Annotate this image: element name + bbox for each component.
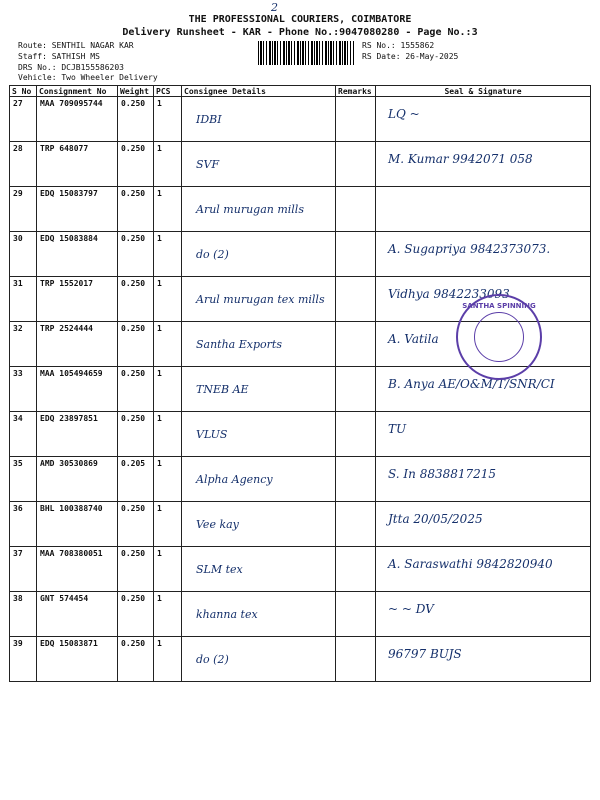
- row-signature: [376, 97, 591, 142]
- signature-handwriting: Vidhya 9842233093: [388, 287, 510, 301]
- table-row: [10, 502, 591, 547]
- row-remarks: [336, 502, 376, 547]
- row-pcs: 1: [154, 187, 182, 232]
- row-pcs: 1: [154, 277, 182, 322]
- row-sno: 28: [10, 142, 37, 187]
- row-consignment-no: EDQ 15083884: [37, 232, 118, 277]
- seal-text: SANTHA SPINNING: [462, 302, 536, 310]
- col-signature: Seal & Signature: [376, 86, 591, 97]
- signature-handwriting: TU: [388, 422, 407, 436]
- consignee-handwriting: Arul murugan mills: [196, 203, 304, 216]
- row-sno: 33: [10, 367, 37, 412]
- row-weight: 0.250: [118, 502, 154, 547]
- signature-handwriting: A. Sugapriya 9842373073.: [388, 242, 551, 256]
- rs-number: RS No.: 1555862: [362, 41, 435, 50]
- row-signature: [376, 592, 591, 637]
- col-weight: Weight: [118, 86, 154, 97]
- row-signature: [376, 457, 591, 502]
- row-weight: 0.250: [118, 187, 154, 232]
- row-remarks: [336, 547, 376, 592]
- row-remarks: [336, 97, 376, 142]
- row-pcs: 1: [154, 142, 182, 187]
- row-weight: 0.250: [118, 367, 154, 412]
- row-sno: 27: [10, 97, 37, 142]
- row-consignee: [182, 502, 336, 547]
- table-row: [10, 142, 591, 187]
- row-weight: 0.250: [118, 592, 154, 637]
- row-weight: 0.205: [118, 457, 154, 502]
- consignee-handwriting: TNEB AE: [196, 383, 249, 396]
- row-sno: 37: [10, 547, 37, 592]
- consignee-handwriting: VLUS: [196, 428, 228, 441]
- row-signature: [376, 502, 591, 547]
- table-row: [10, 187, 591, 232]
- table-header-row: [10, 86, 591, 97]
- signature-handwriting: 96797 BUJS: [388, 647, 462, 661]
- row-sno: 36: [10, 502, 37, 547]
- row-weight: 0.250: [118, 277, 154, 322]
- row-consignee: [182, 547, 336, 592]
- table-row: [10, 412, 591, 457]
- table-row: [10, 97, 591, 142]
- table-row: [10, 547, 591, 592]
- table-row: [10, 232, 591, 277]
- drs-number: DRS No.: DCJB155586203: [18, 63, 124, 72]
- table-row: [10, 637, 591, 682]
- signature-handwriting: Jtta 20/05/2025: [388, 512, 483, 526]
- consignee-handwriting: Vee kay: [196, 518, 239, 531]
- row-signature: [376, 637, 591, 682]
- consignee-handwriting: khanna tex: [196, 608, 258, 621]
- barcode: [258, 41, 354, 65]
- row-consignment-no: EDQ 23897851: [37, 412, 118, 457]
- row-sno: 35: [10, 457, 37, 502]
- row-consignment-no: AMD 30530869: [37, 457, 118, 502]
- row-consignment-no: MAA 105494659: [37, 367, 118, 412]
- signature-handwriting: A. Saraswathi 9842820940: [388, 557, 553, 571]
- signature-handwriting: B. Anya AE/O&M/T/SNR/CI: [388, 377, 555, 391]
- consignee-handwriting: SVF: [196, 158, 220, 171]
- row-consignee: [182, 322, 336, 367]
- consignee-handwriting: do (2): [196, 248, 229, 261]
- row-weight: 0.250: [118, 322, 154, 367]
- col-consignee: Consignee Details: [182, 86, 336, 97]
- route-label: Route: SENTHIL NAGAR KAR: [18, 41, 134, 50]
- table-row: [10, 592, 591, 637]
- row-signature: [376, 187, 591, 232]
- row-consignee: [182, 592, 336, 637]
- row-pcs: 1: [154, 637, 182, 682]
- row-consignment-no: EDQ 15083797: [37, 187, 118, 232]
- consignee-handwriting: IDBI: [196, 113, 222, 126]
- row-sno: 31: [10, 277, 37, 322]
- row-sno: 30: [10, 232, 37, 277]
- col-pcs: PCS: [154, 86, 182, 97]
- row-consignee: [182, 277, 336, 322]
- row-pcs: 1: [154, 412, 182, 457]
- row-sno: 32: [10, 322, 37, 367]
- company-title: THE PROFESSIONAL COURIERS, COIMBATORE: [188, 14, 412, 25]
- col-consignment: Consignment No: [37, 86, 118, 97]
- row-consignment-no: GNT 574454: [37, 592, 118, 637]
- row-pcs: 1: [154, 502, 182, 547]
- row-consignee: [182, 142, 336, 187]
- row-remarks: [336, 457, 376, 502]
- row-signature: [376, 142, 591, 187]
- row-sno: 34: [10, 412, 37, 457]
- row-weight: 0.250: [118, 547, 154, 592]
- runsheet-subtitle: Delivery Runsheet - KAR - Phone No.:9047080280 - Page No.:3: [122, 27, 478, 38]
- signature-handwriting: A. Vatila: [388, 332, 439, 346]
- row-consignment-no: TRP 648077: [37, 142, 118, 187]
- row-consignee: [182, 412, 336, 457]
- row-consignment-no: MAA 709095744: [37, 97, 118, 142]
- consignee-handwriting: Arul murugan tex mills: [196, 293, 325, 306]
- row-sno: 39: [10, 637, 37, 682]
- vehicle-label: Vehicle: Two Wheeler Delivery: [18, 73, 158, 82]
- row-weight: 0.250: [118, 412, 154, 457]
- row-weight: 0.250: [118, 637, 154, 682]
- row-consignee: [182, 232, 336, 277]
- signature-handwriting: ~ ~ DV: [388, 602, 434, 616]
- row-remarks: [336, 142, 376, 187]
- row-weight: 0.250: [118, 142, 154, 187]
- row-remarks: [336, 277, 376, 322]
- row-pcs: 1: [154, 547, 182, 592]
- row-weight: 0.250: [118, 232, 154, 277]
- row-remarks: [336, 637, 376, 682]
- signature-handwriting: S. In 8838817215: [388, 467, 497, 481]
- row-consignment-no: TRP 1552017: [37, 277, 118, 322]
- top-handwritten-mark: 2: [271, 1, 278, 14]
- row-remarks: [336, 187, 376, 232]
- staff-label: Staff: SATHISH MS: [18, 52, 100, 61]
- table-row: [10, 457, 591, 502]
- row-consignee: [182, 637, 336, 682]
- row-remarks: [336, 322, 376, 367]
- row-sno: 29: [10, 187, 37, 232]
- row-pcs: 1: [154, 457, 182, 502]
- row-consignee: [182, 97, 336, 142]
- row-consignee: [182, 457, 336, 502]
- signature-handwriting: LQ ~: [388, 107, 420, 121]
- row-consignee: [182, 187, 336, 232]
- company-seal: [456, 294, 542, 380]
- consignee-handwriting: Alpha Agency: [196, 473, 273, 486]
- row-consignment-no: EDQ 15083871: [37, 637, 118, 682]
- row-signature: [376, 232, 591, 277]
- row-remarks: [336, 367, 376, 412]
- row-consignment-no: BHL 100388740: [37, 502, 118, 547]
- row-pcs: 1: [154, 367, 182, 412]
- row-remarks: [336, 232, 376, 277]
- row-signature: [376, 412, 591, 457]
- row-consignment-no: MAA 708380051: [37, 547, 118, 592]
- runsheet-table: [9, 85, 591, 682]
- signature-handwriting: M. Kumar 9942071 058: [388, 152, 533, 166]
- row-sno: 38: [10, 592, 37, 637]
- consignee-handwriting: SLM tex: [196, 563, 243, 576]
- col-sno: S No: [10, 86, 37, 97]
- row-consignee: [182, 367, 336, 412]
- row-pcs: 1: [154, 97, 182, 142]
- row-remarks: [336, 412, 376, 457]
- row-remarks: [336, 592, 376, 637]
- row-pcs: 1: [154, 232, 182, 277]
- row-pcs: 1: [154, 592, 182, 637]
- col-remarks: Remarks: [336, 86, 376, 97]
- row-pcs: 1: [154, 322, 182, 367]
- row-consignment-no: TRP 2524444: [37, 322, 118, 367]
- row-signature: [376, 547, 591, 592]
- consignee-handwriting: do (2): [196, 653, 229, 666]
- row-weight: 0.250: [118, 97, 154, 142]
- consignee-handwriting: Santha Exports: [196, 338, 282, 351]
- rs-date: RS Date: 26-May-2025: [362, 52, 459, 61]
